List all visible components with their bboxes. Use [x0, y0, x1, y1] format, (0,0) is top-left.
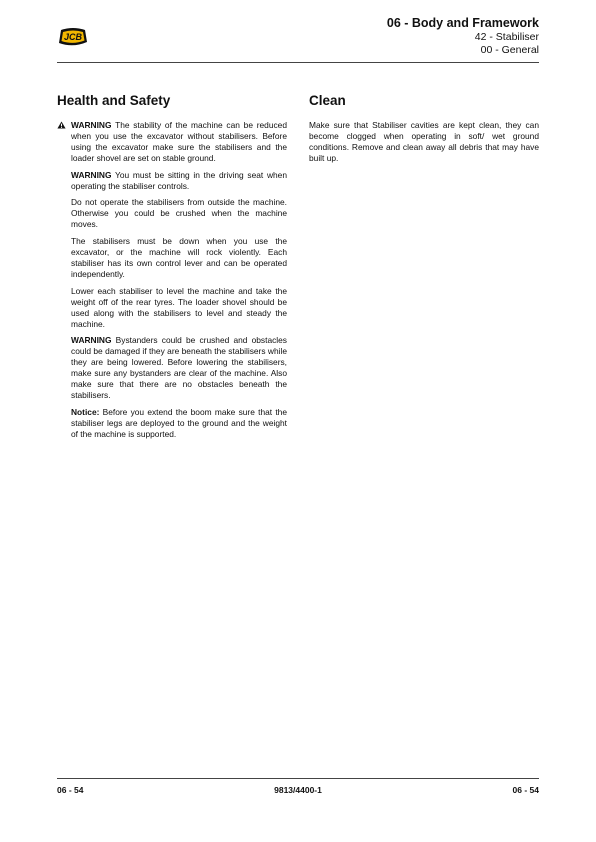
subsection-title: 42 - Stabiliser — [474, 31, 539, 43]
document-number: 9813/4400-1 — [274, 785, 322, 795]
page-number-left: 06 - 54 — [57, 785, 84, 795]
paragraph-3: Do not operate the stabilisers from outside the machine. Otherwise you could be crushed when the machine moves. — [71, 197, 287, 230]
warning-label: WARNING — [71, 335, 112, 346]
notice-paragraph — [57, 407, 287, 440]
warning-paragraph-6 — [57, 335, 287, 400]
paragraph-5: Lower each stabiliser to level the machine and take the weight off of the rear tyres. The loader shovel should be used along with the stabilisers to level and steady the machine. — [71, 285, 287, 329]
clean-heading: Clean — [309, 93, 346, 108]
warning-text: You must be sitting in the driving seat when operating the stabiliser controls. — [71, 169, 287, 191]
notice-text: Before you extend the boom make sure that the stabiliser legs are deployed to the ground and the weight of the machine is supported. — [71, 406, 287, 439]
svg-text:JCB: JCB — [63, 32, 83, 43]
warning-paragraph-2 — [57, 170, 287, 192]
jcb-logo — [57, 27, 89, 47]
paragraph-4: The stabilisers must be down when you use the excavator, or the machine will rock violently. Each stabiliser has its own control lever and can be operated independently. — [71, 236, 287, 279]
warning-text: The stability of the machine can be reduced when you use the excavator without stabilisers. Before using the excavator make sure the stabilisers and the loader shovel are set on stable ground. — [71, 120, 287, 163]
health-safety-column — [57, 92, 287, 446]
topic-title: 00 - General — [480, 43, 539, 56]
clean-column — [309, 92, 539, 170]
clean-paragraph: Make sure that Stabiliser cavities are kept clean, they can become clogged when operating in soft/ wet ground conditions. Remove and clean away all debris that may have built up. — [309, 120, 539, 163]
page-number-right: 06 - 54 — [512, 785, 539, 795]
header-divider — [57, 62, 539, 63]
section-title: 06 - Body and Framework — [386, 16, 539, 30]
health-safety-heading: Health and Safety — [57, 93, 171, 108]
warning-paragraph-1 — [57, 120, 287, 164]
notice-label: Notice: — [71, 406, 100, 417]
warning-label: WARNING — [71, 169, 112, 180]
warning-label: WARNING — [71, 120, 112, 130]
footer-divider — [57, 778, 539, 779]
header-block — [387, 16, 539, 56]
warning-triangle-icon — [57, 121, 66, 129]
warning-text: Bystanders could be crushed and obstacles could be damaged if they are beneath the stabilisers while they are being lowered. Before lowering the stabilisers, make sure any bystanders are clear of the machine. Also make sure that there are no obstacles beneath the stabilisers. — [71, 335, 287, 400]
